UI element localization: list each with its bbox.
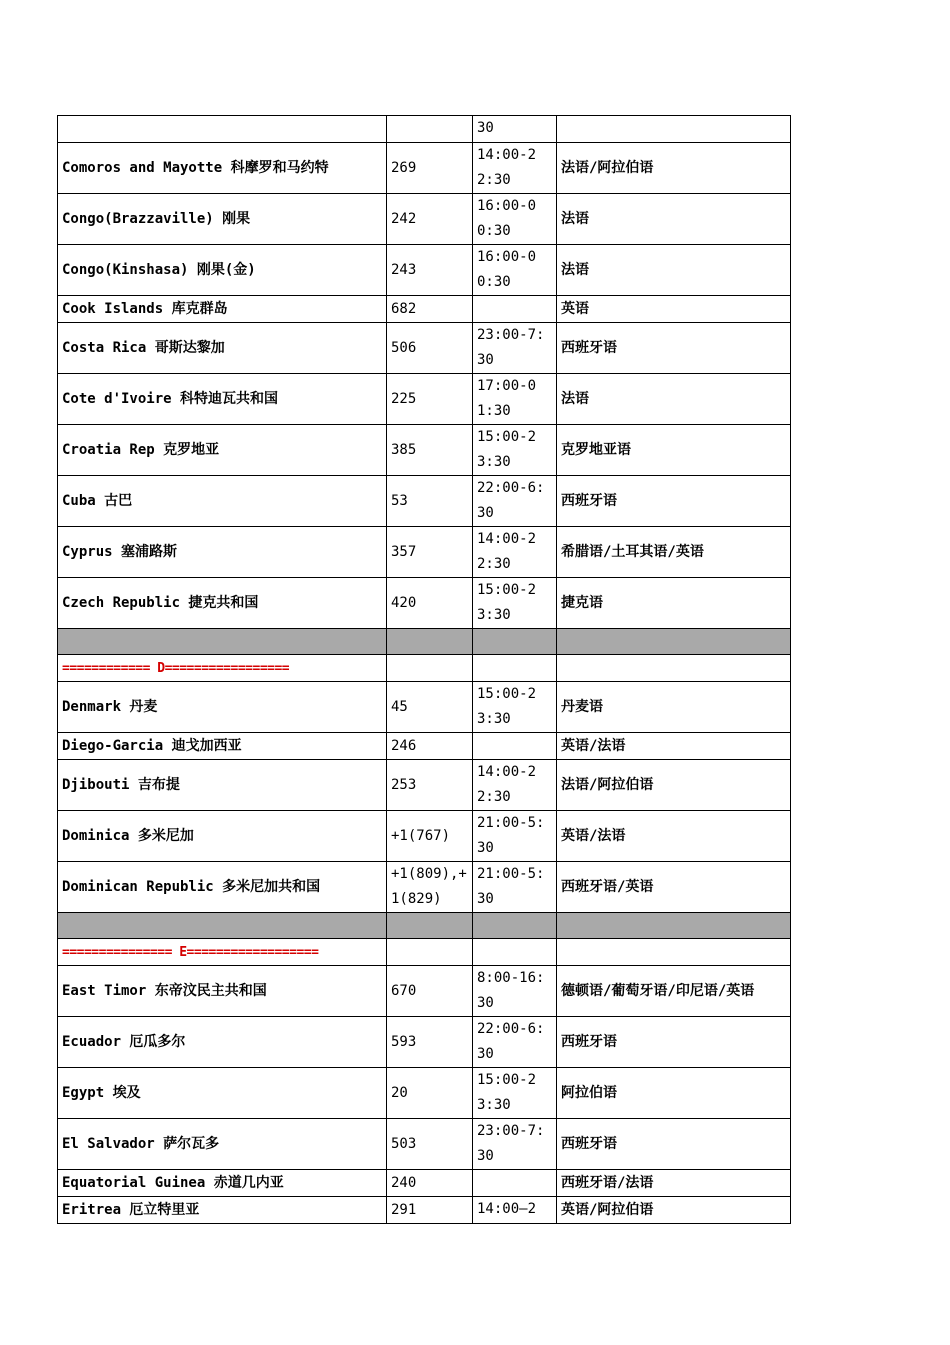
dial-code-cell: 506	[387, 323, 473, 374]
business-hours-cell: 14:00—2	[473, 1197, 557, 1224]
dial-code-cell: 20	[387, 1068, 473, 1119]
table-section-d	[58, 682, 791, 913]
business-hours-cell: 8:00-16:30	[473, 966, 557, 1017]
table-row	[58, 374, 791, 425]
table-section-c	[58, 116, 791, 629]
country-name-cell: Comoros and Mayotte 科摩罗和马约特	[58, 143, 387, 194]
dial-code-cell: 45	[387, 682, 473, 733]
business-hours-cell: 22:00-6:30	[473, 1017, 557, 1068]
business-hours-cell: 17:00-01:30	[473, 374, 557, 425]
country-name-cell: Diego-Garcia 迪戈加西亚	[58, 733, 387, 760]
table-row	[58, 811, 791, 862]
table-section-e-header	[58, 913, 791, 966]
business-hours-cell: 21:00-5:30	[473, 811, 557, 862]
country-name-cell: Dominican Republic 多米尼加共和国	[58, 862, 387, 913]
dial-code-cell: 385	[387, 425, 473, 476]
country-name-cell: Cook Islands 库克群岛	[58, 296, 387, 323]
table-row	[58, 425, 791, 476]
section-divider-row	[58, 655, 791, 682]
dial-code-cell: +1(767)	[387, 811, 473, 862]
language-cell: 英语	[557, 296, 791, 323]
language-cell: 德顿语/葡萄牙语/印尼语/英语	[557, 966, 791, 1017]
business-hours-cell: 23:00-7:30	[473, 1119, 557, 1170]
dial-code-cell: 670	[387, 966, 473, 1017]
language-cell: 阿拉伯语	[557, 1068, 791, 1119]
language-cell: 西班牙语/法语	[557, 1170, 791, 1197]
table-row	[58, 527, 791, 578]
country-name-cell: Czech Republic 捷克共和国	[58, 578, 387, 629]
language-cell: 法语	[557, 374, 791, 425]
country-name-cell: Congo(Kinshasa) 刚果(金)	[58, 245, 387, 296]
dial-code-cell: 593	[387, 1017, 473, 1068]
section-divider-e: =============== E==================	[58, 939, 387, 966]
language-cell: 西班牙语	[557, 1017, 791, 1068]
dial-code-cell: +1(809),+1(829)	[387, 862, 473, 913]
table-row	[58, 296, 791, 323]
country-name-cell: Denmark 丹麦	[58, 682, 387, 733]
language-cell: 西班牙语	[557, 323, 791, 374]
country-name-cell: Djibouti 吉布提	[58, 760, 387, 811]
table-row	[58, 682, 791, 733]
table-row	[58, 323, 791, 374]
language-cell	[557, 116, 791, 143]
table-row	[58, 1170, 791, 1197]
country-name-cell: East Timor 东帝汶民主共和国	[58, 966, 387, 1017]
business-hours-cell: 21:00-5:30	[473, 862, 557, 913]
country-code-table	[57, 115, 791, 1224]
language-cell: 西班牙语/英语	[557, 862, 791, 913]
country-name-cell: Cuba 古巴	[58, 476, 387, 527]
country-name-cell: Egypt 埃及	[58, 1068, 387, 1119]
country-name-cell: Equatorial Guinea 赤道几内亚	[58, 1170, 387, 1197]
business-hours-cell: 30	[473, 116, 557, 143]
language-cell: 英语/阿拉伯语	[557, 1197, 791, 1224]
country-name-cell: Dominica 多米尼加	[58, 811, 387, 862]
business-hours-cell: 14:00-22:30	[473, 527, 557, 578]
country-name-cell: Cyprus 塞浦路斯	[58, 527, 387, 578]
dial-code-cell: 253	[387, 760, 473, 811]
country-name-cell	[58, 116, 387, 143]
country-name-cell: Cote d'Ivoire 科特迪瓦共和国	[58, 374, 387, 425]
table-row	[58, 760, 791, 811]
country-name-cell: El Salvador 萨尔瓦多	[58, 1119, 387, 1170]
separator-row	[58, 629, 791, 655]
table-row	[58, 1068, 791, 1119]
business-hours-cell: 15:00-23:30	[473, 578, 557, 629]
language-cell: 法语	[557, 194, 791, 245]
dial-code-cell: 242	[387, 194, 473, 245]
table-section-d-header	[58, 629, 791, 682]
country-name-cell: Croatia Rep 克罗地亚	[58, 425, 387, 476]
table-row	[58, 578, 791, 629]
business-hours-cell: 16:00-00:30	[473, 194, 557, 245]
language-cell: 西班牙语	[557, 476, 791, 527]
dial-code-cell: 240	[387, 1170, 473, 1197]
language-cell: 捷克语	[557, 578, 791, 629]
business-hours-cell: 14:00-22:30	[473, 143, 557, 194]
table-row	[58, 245, 791, 296]
business-hours-cell: 16:00-00:30	[473, 245, 557, 296]
dial-code-cell: 243	[387, 245, 473, 296]
dial-code-cell: 503	[387, 1119, 473, 1170]
country-name-cell: Congo(Brazzaville) 刚果	[58, 194, 387, 245]
dial-code-cell: 53	[387, 476, 473, 527]
dial-code-cell: 682	[387, 296, 473, 323]
business-hours-cell: 23:00-7:30	[473, 323, 557, 374]
dial-code-cell: 225	[387, 374, 473, 425]
business-hours-cell: 22:00-6:30	[473, 476, 557, 527]
business-hours-cell	[473, 296, 557, 323]
dial-code-cell: 291	[387, 1197, 473, 1224]
language-cell: 法语/阿拉伯语	[557, 760, 791, 811]
business-hours-cell: 15:00-23:30	[473, 682, 557, 733]
language-cell: 英语/法语	[557, 811, 791, 862]
table-section-e	[58, 966, 791, 1224]
dial-code-cell: 420	[387, 578, 473, 629]
language-cell: 希腊语/土耳其语/英语	[557, 527, 791, 578]
section-divider-d: ============ D=================	[58, 655, 387, 682]
table-row	[58, 1197, 791, 1224]
dial-code-cell: 246	[387, 733, 473, 760]
business-hours-cell: 15:00-23:30	[473, 1068, 557, 1119]
country-name-cell: Eritrea 厄立特里亚	[58, 1197, 387, 1224]
table-row	[58, 1017, 791, 1068]
separator-row	[58, 913, 791, 939]
table-row	[58, 966, 791, 1017]
table-row	[58, 862, 791, 913]
country-name-cell: Ecuador 厄瓜多尔	[58, 1017, 387, 1068]
language-cell: 英语/法语	[557, 733, 791, 760]
table-row	[58, 1119, 791, 1170]
table-row	[58, 116, 791, 143]
language-cell: 西班牙语	[557, 1119, 791, 1170]
dial-code-cell: 357	[387, 527, 473, 578]
dial-code-cell: 269	[387, 143, 473, 194]
language-cell: 法语	[557, 245, 791, 296]
business-hours-cell	[473, 1170, 557, 1197]
country-name-cell: Costa Rica 哥斯达黎加	[58, 323, 387, 374]
business-hours-cell: 15:00-23:30	[473, 425, 557, 476]
table-row	[58, 143, 791, 194]
language-cell: 克罗地亚语	[557, 425, 791, 476]
dial-code-cell	[387, 116, 473, 143]
business-hours-cell: 14:00-22:30	[473, 760, 557, 811]
table-row	[58, 194, 791, 245]
table-row	[58, 733, 791, 760]
language-cell: 丹麦语	[557, 682, 791, 733]
business-hours-cell	[473, 733, 557, 760]
section-divider-row	[58, 939, 791, 966]
language-cell: 法语/阿拉伯语	[557, 143, 791, 194]
table-row	[58, 476, 791, 527]
